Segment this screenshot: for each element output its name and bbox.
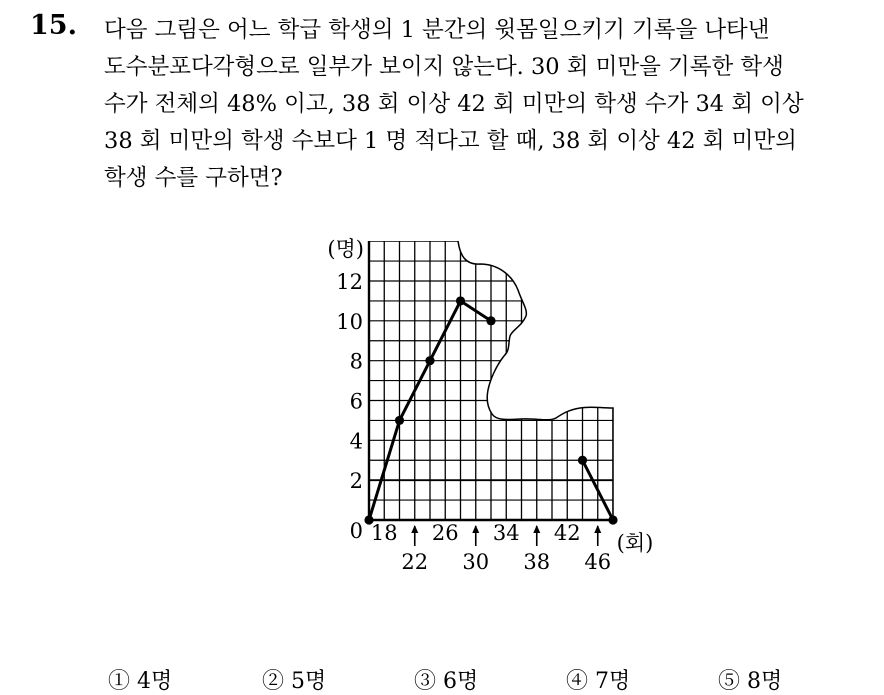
y-tick-label: 6 [349,389,363,414]
x-tick-label: 22 [401,550,429,574]
question-line: 학생 수를 구하면? [104,165,283,191]
data-point [578,456,587,465]
x-tick-label: 26 [431,521,459,545]
x-tick-label: 30 [462,550,490,574]
tick-arrow-head [472,525,479,533]
y-tick-label: 0 [349,519,363,543]
choice-5[interactable]: ⑤ 8명 [718,669,783,694]
y-tick-label: 4 [349,429,363,454]
data-point [608,515,617,524]
choice-2[interactable]: ② 5명 [262,669,327,694]
chart-labels [327,237,653,574]
choice-3[interactable]: ③ 6명 [414,669,479,694]
y-tick-label: 8 [349,349,363,374]
y-tick-label: 10 [336,309,363,334]
data-point [486,316,495,325]
data-point [395,416,404,425]
y-tick-label: 2 [349,469,363,494]
tick-arrow-head [411,525,418,533]
x-tick-label: 46 [584,550,612,574]
choice-4[interactable]: ④ 7명 [566,669,631,694]
y-tick-label: 12 [336,270,363,294]
question-text [104,12,864,197]
choice-1[interactable]: ① 4명 [108,669,173,694]
question-line: 도수분포다각형으로 일부가 보이지 않는다. 30 회 미만을 기록한 학생 [104,54,784,80]
y-axis-title: (명) [327,237,364,261]
data-point [425,356,434,365]
question-line: 수가 전체의 48% 이고, 38 회 이상 42 회 미만의 학생 수가 34 회 이상 [104,91,804,117]
tick-arrow-head [533,525,540,533]
x-axis-title: (회) [616,531,654,555]
data-point [456,296,465,305]
x-tick-label: 42 [553,521,581,545]
question-line: 38 회 미만의 학생 수보다 1 명 적다고 할 때, 38 회 이상 42 회 미만의 [104,128,797,154]
tick-arrow-head [594,525,601,533]
x-tick-label: 18 [370,521,398,545]
question-number: 15. [30,10,77,41]
frequency-polygon-chart [300,230,660,590]
x-tick-label: 34 [492,521,520,545]
question-line: 다음 그림은 어느 학급 학생의 1 분간의 윗몸일으키기 기록을 나타낸 [104,17,770,43]
x-tick-label: 38 [523,550,551,574]
